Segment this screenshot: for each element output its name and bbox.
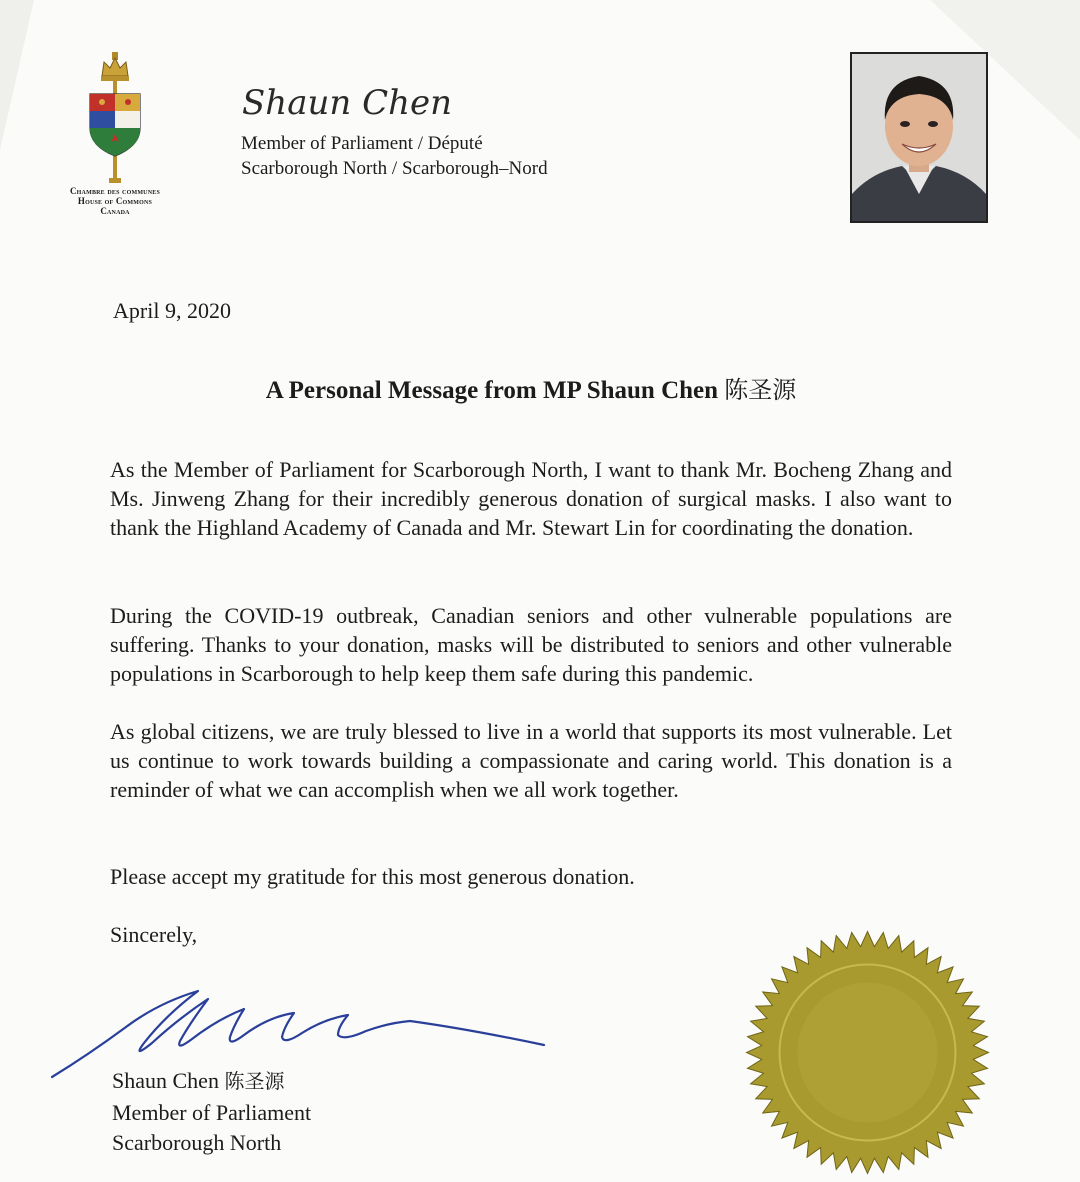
header-script-name (240, 78, 470, 130)
header-riding-line: Scarborough North / Scarborough–Nord (241, 158, 548, 179)
house-of-commons-crest (56, 50, 174, 220)
signature-block-role: Member of Parliament (112, 1100, 312, 1125)
letter-title (110, 374, 952, 407)
signature-chinese-name: 陈圣源 (224, 1069, 285, 1093)
crest-caption-country: Canada (100, 206, 130, 216)
signature-block-name (112, 1066, 284, 1096)
gold-seal-icon (745, 930, 990, 1175)
portrait-photo (850, 52, 988, 223)
page-fold-corner-left (0, 0, 34, 150)
letter-date: April 9, 2020 (113, 298, 231, 323)
crest-caption (56, 186, 174, 216)
crest-caption-english: House of Commons (77, 196, 153, 206)
header-script-name-text: Shaun Chen (242, 83, 452, 123)
body-paragraph-1: As the Member of Parliament for Scarborough North, I want to thank Mr. Bocheng Zhang and Ms. Jinweng Zhang for their incredibly generous donation of surgical masks. I also want to thank the Highland Academy of Canada and Mr. Stewart Lin for coordinating the donation. (110, 457, 952, 540)
crest-caption-french: Chambre des communes (69, 186, 160, 196)
header-title-line: Member of Parliament / Député (241, 133, 483, 154)
mace-crest-icon (84, 50, 146, 186)
body-paragraph-4: Please accept my gratitude for this most generous donation. (110, 864, 635, 889)
letter-title-text: A Personal Message from MP Shaun Chen (265, 377, 719, 404)
signature-block-riding: Scarborough North (112, 1130, 282, 1155)
signature-name: Shaun Chen (112, 1068, 219, 1093)
letter-closing: Sincerely, (110, 922, 198, 947)
body-paragraph-3: As global citizens, we are truly blessed to live in a world that supports its most vulnerable. Let us continue to work towards building a compassionate and caring world. This donation is a reminder of what we can accomplish when we all work together. (110, 719, 952, 802)
body-paragraph-2: During the COVID-19 outbreak, Canadian seniors and other vulnerable populations are suffering. Thanks to your donation, masks will be distributed to seniors and other vulnerable populations in Scarborough to help keep them safe during this pandemic. (110, 603, 952, 686)
letter-title-chinese-name: 陈圣源 (724, 376, 797, 404)
portrait-image (852, 54, 986, 221)
